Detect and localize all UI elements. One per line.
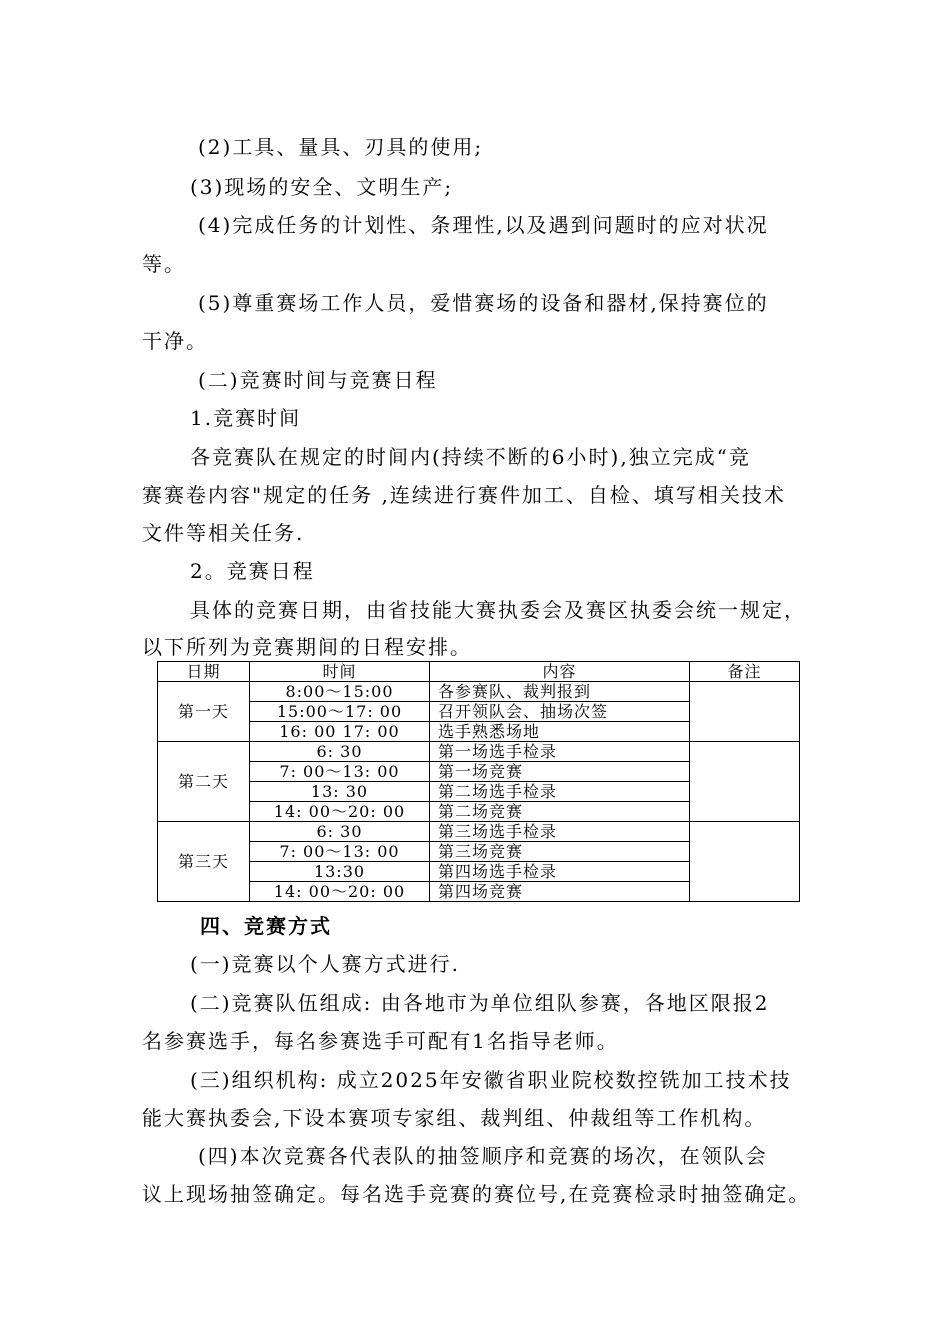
paragraph-individual: (一)竞赛以个人赛方式进行. bbox=[190, 952, 460, 976]
paragraph-safety: (3)现场的安全、文明生产; bbox=[190, 175, 454, 199]
time-cell: 14: 00～20: 00 bbox=[250, 882, 430, 902]
day-label: 第二天 bbox=[158, 742, 250, 822]
content-cell: 第二场选手检录 bbox=[430, 782, 690, 802]
paragraph-planning-line2: 等。 bbox=[142, 252, 186, 276]
note-cell bbox=[690, 682, 800, 742]
subheading-schedule: 2。竞赛日程 bbox=[190, 559, 315, 583]
paragraph-duration-line1: 各竞赛队在规定的时间内(持续不断的6小时),独立完成“竞 bbox=[190, 445, 751, 469]
time-cell: 6: 30 bbox=[250, 742, 430, 762]
time-cell: 14: 00～20: 00 bbox=[250, 802, 430, 822]
time-cell: 6: 30 bbox=[250, 822, 430, 842]
content-cell: 第二场竞赛 bbox=[430, 802, 690, 822]
table-row bbox=[158, 682, 800, 702]
subheading-time: 1.竞赛时间 bbox=[190, 406, 302, 430]
content-cell: 各参赛队、裁判报到 bbox=[430, 682, 690, 702]
header-content: 内容 bbox=[430, 662, 690, 682]
paragraph-organization-line1: (三)组织机构: 成立2025年安徽省职业院校数控铣加工技术技 bbox=[190, 1068, 792, 1092]
paragraph-draw-line2: 议上现场抽签确定。每名选手竞赛的赛位号,在竞赛检录时抽签确定。 bbox=[142, 1182, 811, 1206]
content-cell: 召开领队会、抽场次签 bbox=[430, 702, 690, 722]
paragraph-planning-line1: (4)完成任务的计划性、条理性,以及遇到问题时的应对状况 bbox=[198, 213, 769, 237]
time-cell: 7: 00～13: 00 bbox=[250, 762, 430, 782]
paragraph-organization-line2: 能大赛执委会,下设本赛项专家组、裁判组、仲裁组等工作机构。 bbox=[142, 1106, 767, 1130]
content-cell: 第四场竞赛 bbox=[430, 882, 690, 902]
schedule-header-row bbox=[158, 662, 800, 682]
content-cell: 第三场选手检录 bbox=[430, 822, 690, 842]
time-cell: 8:00～15:00 bbox=[250, 682, 430, 702]
time-cell: 7: 00～13: 00 bbox=[250, 842, 430, 862]
paragraph-tools: (2)工具、量具、刃具的使用; bbox=[198, 135, 484, 159]
paragraph-dates-line2: 以下所列为竞赛期间的日程安排。 bbox=[142, 635, 472, 659]
content-cell: 选手熟悉场地 bbox=[430, 722, 690, 742]
header-note: 备注 bbox=[690, 662, 800, 682]
content-cell: 第一场选手检录 bbox=[430, 742, 690, 762]
time-cell: 13:30 bbox=[250, 862, 430, 882]
table-row bbox=[158, 822, 800, 842]
paragraph-draw-line1: (四)本次竞赛各代表队的抽签顺序和竞赛的场次，在领队会 bbox=[198, 1144, 768, 1168]
table-row bbox=[158, 742, 800, 762]
content-cell: 第四场选手检录 bbox=[430, 862, 690, 882]
paragraph-respect-line2: 干净。 bbox=[142, 329, 208, 353]
header-date: 日期 bbox=[158, 662, 250, 682]
paragraph-team-line1: (二)竞赛队伍组成: 由各地市为单位组队参赛，各地区限报2 bbox=[190, 991, 770, 1015]
section-heading-format: 四、竞赛方式 bbox=[200, 914, 332, 938]
section-heading-time: (二)竞赛时间与竞赛日程 bbox=[198, 368, 438, 392]
note-cell bbox=[690, 742, 800, 822]
paragraph-dates-line1: 具体的竞赛日期，由省技能大赛执委会及赛区执委会统一规定， bbox=[190, 598, 806, 622]
paragraph-duration-line3: 文件等相关任务. bbox=[142, 521, 305, 545]
header-time: 时间 bbox=[250, 662, 430, 682]
day-label: 第一天 bbox=[158, 682, 250, 742]
time-cell: 16: 00 17: 00 bbox=[250, 722, 430, 742]
content-cell: 第三场竞赛 bbox=[430, 842, 690, 862]
day-label: 第三天 bbox=[158, 822, 250, 902]
paragraph-respect-line1: (5)尊重赛场工作人员，爱惜赛场的设备和器材,保持赛位的 bbox=[198, 291, 769, 315]
time-cell: 15:00～17: 00 bbox=[250, 702, 430, 722]
content-cell: 第一场竞赛 bbox=[430, 762, 690, 782]
schedule-table bbox=[157, 661, 800, 902]
time-cell: 13: 30 bbox=[250, 782, 430, 802]
paragraph-team-line2: 名参赛选手，每名参赛选手可配有1名指导老师。 bbox=[142, 1029, 619, 1053]
paragraph-duration-line2: 赛赛卷内容"规定的任务 ,连续进行赛件加工、自检、填写相关技术 bbox=[142, 483, 786, 507]
note-cell bbox=[690, 822, 800, 902]
